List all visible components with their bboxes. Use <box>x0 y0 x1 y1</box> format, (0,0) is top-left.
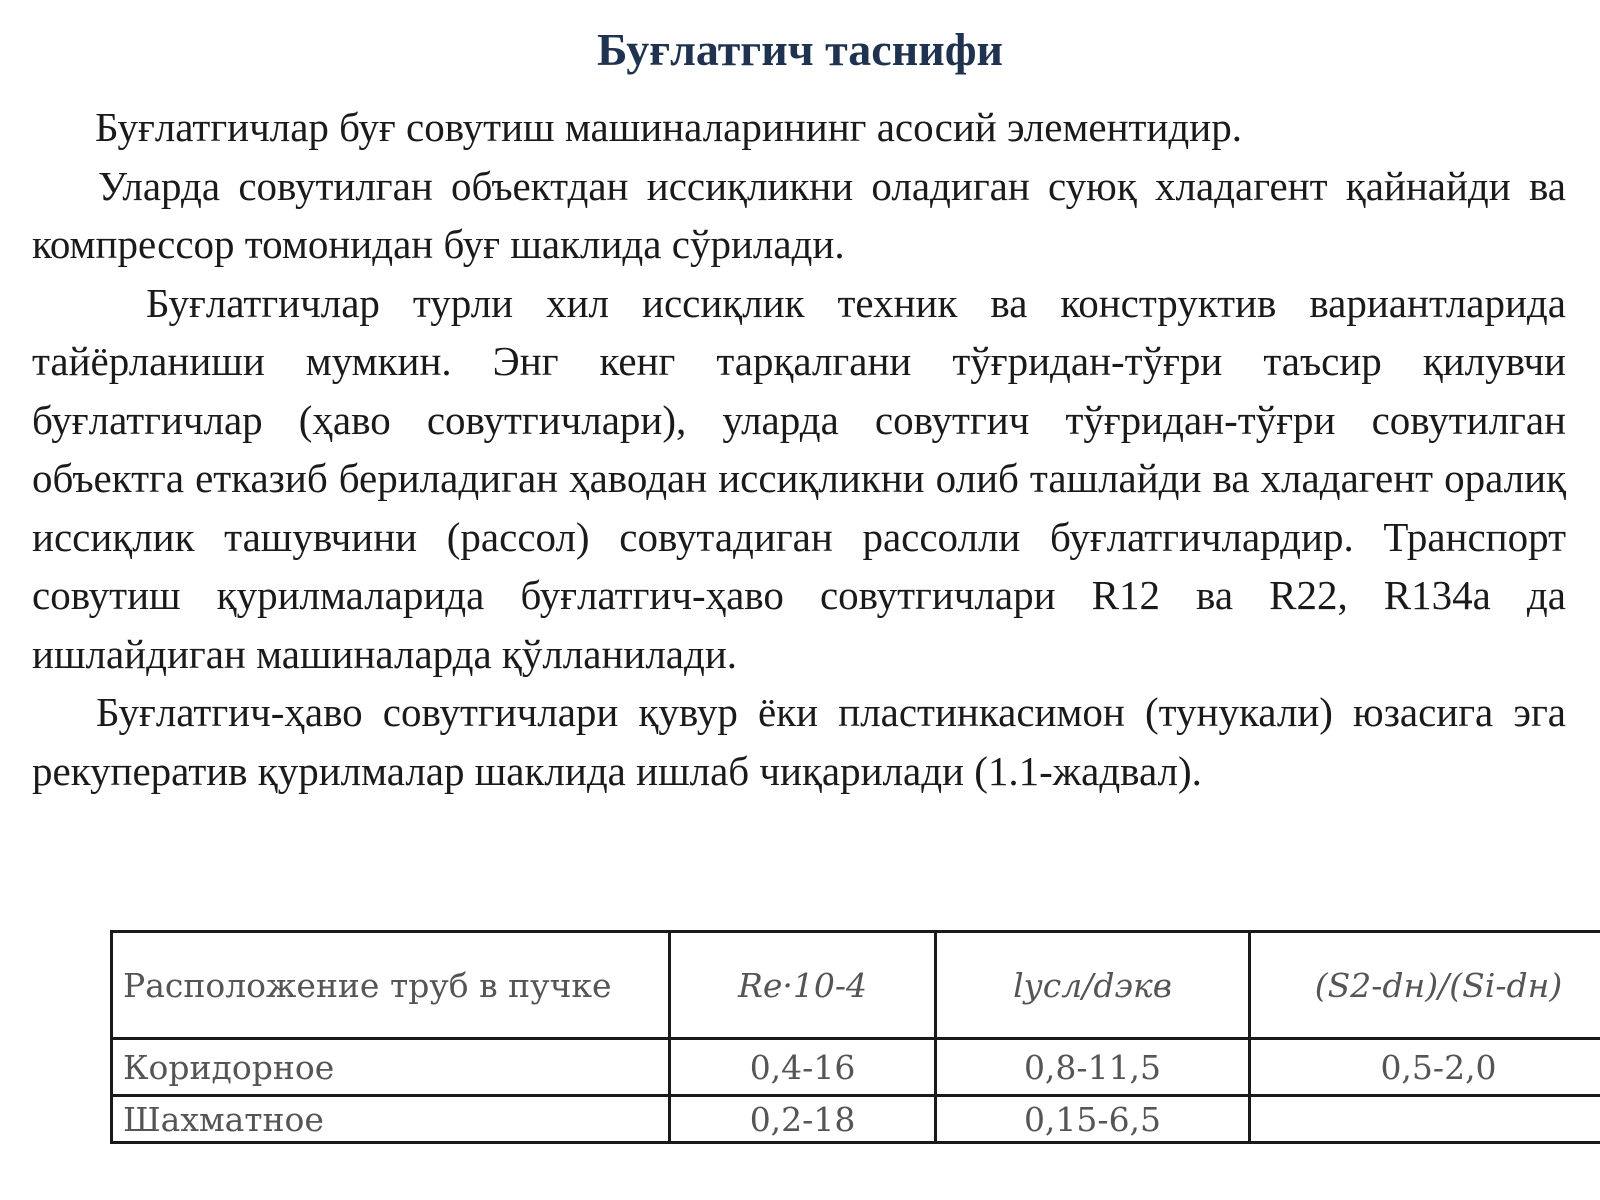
table-row <box>112 1039 1600 1096</box>
paragraph-4: Буғлатгич-ҳаво совутгичлари қувур ёки пластинкасимон (тунукали) юзасига эга рекуператив қурилмалар шаклида ишлаб чиқарилади (1.1-жадвал). <box>32 689 1566 794</box>
slide-title: Буғлатгич таснифи <box>596 24 1004 75</box>
header-arrangement: Расположение труб в пучке <box>112 932 670 1039</box>
header-length-ratio: lусл/dэкв <box>936 932 1250 1039</box>
body-text <box>32 98 1566 800</box>
paragraph-3: Буғлатгичлар турли хил иссиқлик техник ва конструктив вариантларида тайёрланиши мумкин. Энг кенг тарқалгани тўғридан-тўғри таъсир қилувчи буғлатгичлар (ҳаво совутгичлари), уларда совутгич тўғридан-тўғри совутилган объектга етказиб бериладиган ҳаводан иссиқликни олиб ташлайди ва хладагент оралиқ иссиқлик ташувчини (рассол) совутадиган рассолли буғлатгичлардир. Транспорт совутиш қурилмаларида буғлатгич-ҳаво совутгичлари R12 ва R22, R134a да ишлайдиган машиналарда қўлланилади. <box>32 279 1566 677</box>
header-pitch-ratio: (S2-dн)/(Si-dн) <box>1250 932 1600 1039</box>
header-reynolds: Re·10-4 <box>670 932 936 1039</box>
cell-pitch-ratio: 0,5-2,0 <box>1250 1039 1600 1096</box>
cell-arrangement: Коридорное <box>112 1039 670 1096</box>
cell-reynolds: 0,4-16 <box>670 1039 936 1096</box>
cell-pitch-ratio <box>1250 1096 1600 1143</box>
cell-length-ratio: 0,8-11,5 <box>936 1039 1250 1096</box>
cell-arrangement: Шахматное <box>112 1096 670 1143</box>
cell-reynolds: 0,2-18 <box>670 1096 936 1143</box>
paragraph-1: Буғлатгичлар буғ совутиш машиналарининг асосий элементидир. <box>95 104 1242 150</box>
table-header-row <box>112 932 1600 1039</box>
cell-length-ratio: 0,15-6,5 <box>936 1096 1250 1143</box>
tube-arrangement-table <box>110 930 1600 1144</box>
paragraph-2: Уларда совутилган объектдан иссиқликни оладиган суюқ хладагент қайнайди ва компрессор томонидан буғ шаклида сўрилади. <box>32 162 1566 267</box>
tube-arrangement-table-wrap <box>110 930 1563 1144</box>
table-row <box>112 1096 1600 1143</box>
